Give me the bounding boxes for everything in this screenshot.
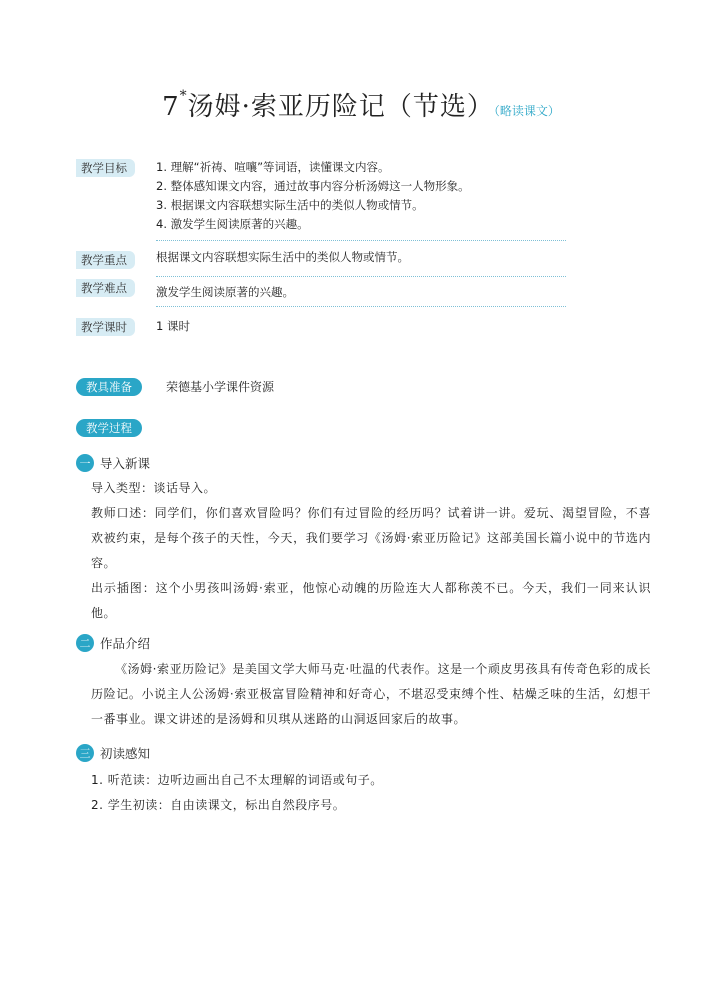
paragraph: 出示插图：这个小男孩叫汤姆·索亚，他惊心动魄的历险连大人都称羡不已。今天，我们一同来认识他。	[91, 581, 651, 620]
paragraph: 1. 听范读：边听边画出自己不太理解的词语或句子。	[91, 773, 383, 787]
key-points-label: 教学重点	[76, 251, 135, 269]
objective-item: 4. 激发学生阅读原著的兴趣。	[156, 217, 309, 231]
objective-item: 1. 理解“祈祷、喧嚷”等词语，读懂课文内容。	[156, 160, 390, 174]
key-points-value: 根据课文内容联想实际生活中的类似人物或情节。	[156, 250, 409, 264]
lesson-number: 7	[162, 92, 180, 122]
paragraph: 教师口述：同学们，你们喜欢冒险吗？你们有过冒险的经历吗？试着讲一讲。爱玩、渴望冒险，不喜欢被约束，是每个孩子的天性，今天，我们要学习《汤姆·索亚历险记》这部美国长篇小说中的节选内容。	[91, 506, 651, 570]
difficulties-value: 激发学生阅读原著的兴趣。	[156, 285, 294, 299]
objectives-label: 教学目标	[76, 159, 135, 177]
objectives-list	[156, 158, 470, 234]
section-body	[91, 768, 651, 818]
prep-label: 教具准备	[76, 378, 142, 396]
section-title: 初读感知	[100, 746, 151, 761]
hours-value: 1 课时	[156, 319, 190, 333]
section-body	[91, 657, 651, 732]
lesson-mark: *	[179, 88, 188, 104]
divider	[156, 276, 566, 277]
divider	[156, 306, 566, 307]
section-number: 二	[76, 634, 94, 652]
page-title	[0, 86, 722, 123]
objective-item: 2. 整体感知课文内容，通过故事内容分析汤姆这一人物形象。	[156, 179, 470, 193]
paragraph: 2. 学生初读：自由读课文，标出自然段序号。	[91, 798, 346, 812]
section-title: 导入新课	[100, 456, 151, 471]
lesson-tag: （略读课文）	[493, 104, 560, 118]
paragraph: 导入类型：谈话导入。	[91, 481, 217, 495]
objective-item: 3. 根据课文内容联想实际生活中的类似人物或情节。	[156, 198, 424, 212]
section-title: 作品介绍	[100, 636, 151, 651]
section-number: 一	[76, 454, 94, 472]
section-body	[91, 476, 651, 626]
section-heading	[76, 454, 150, 472]
process-label: 教学过程	[76, 419, 142, 437]
paragraph: 《汤姆·索亚历险记》是美国文学大师马克·吐温的代表作。这是一个顽皮男孩具有传奇色彩的成长历险记。小说主人公汤姆·索亚极富冒险精神和好奇心，不堪忍受束缚个性、枯燥乏味的生活，幻想干一番事业。课文讲述的是汤姆和贝琪从迷路的山洞返回家后的故事。	[91, 662, 651, 726]
difficulties-label: 教学难点	[76, 279, 135, 297]
section-number: 三	[76, 744, 94, 762]
lesson-title: 汤姆·索亚历险记（节选）	[187, 92, 494, 122]
prep-value: 荣德基小学课件资源	[166, 380, 275, 394]
section-heading	[76, 634, 150, 652]
hours-label: 教学课时	[76, 318, 135, 336]
section-heading	[76, 744, 150, 762]
divider	[156, 240, 566, 241]
